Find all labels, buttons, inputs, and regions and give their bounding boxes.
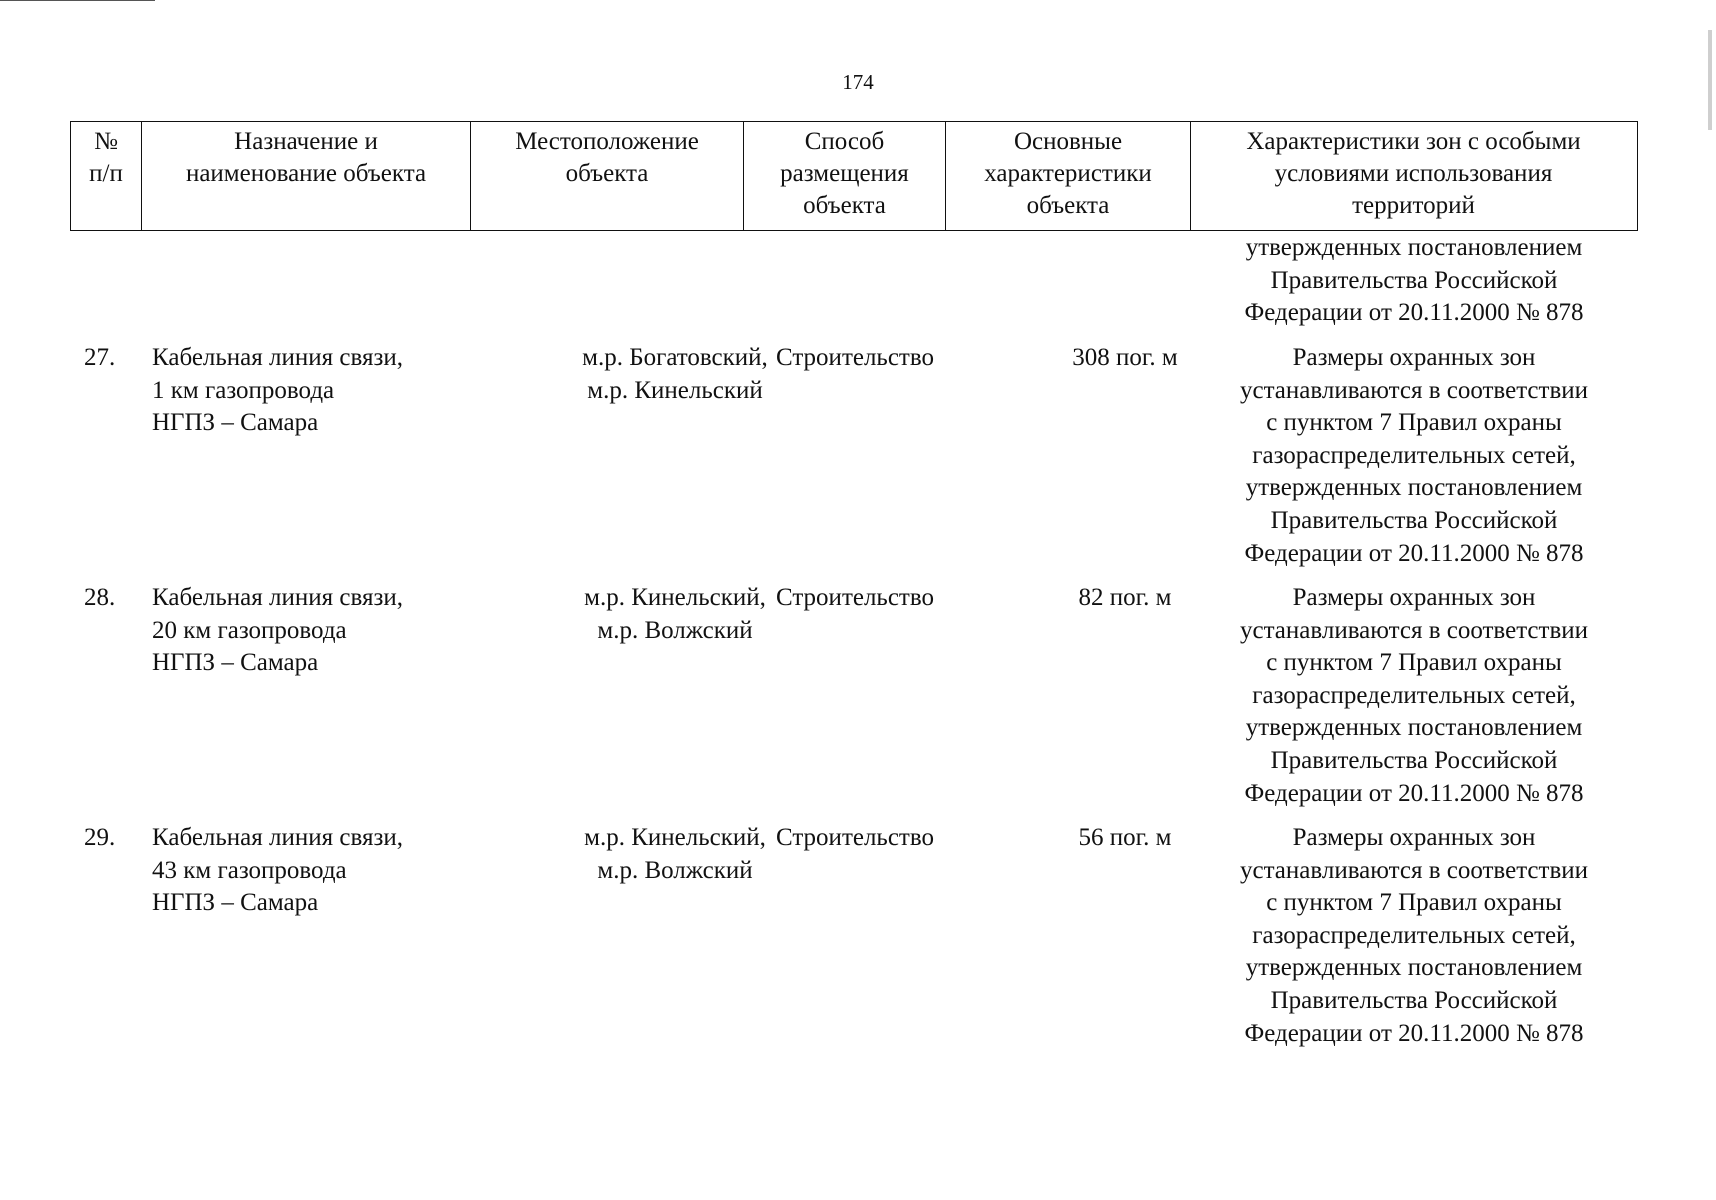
header-cell-purpose: Назначение и наименование объекта <box>142 122 471 230</box>
placement-method: Строительство <box>775 344 934 371</box>
placement-method: Строительство <box>775 824 934 851</box>
object-name: Кабельная линия связи, 1 км газопровода НГПЗ – Самара <box>152 344 403 437</box>
zone-characteristics: Размеры охранных зон устанавливаются в соответствии с пунктом 7 Правил охраны газораспределительных сетей, утвержденных постановлением Правительства Российской Федерации от 20.11.2000 № 878 <box>1239 584 1589 807</box>
header-cell-method: Способ размещения объекта <box>744 122 946 230</box>
row-number: 27. <box>84 344 116 371</box>
placement-method: Строительство <box>775 584 934 611</box>
page-number: 174 <box>842 70 874 94</box>
row-number: 29. <box>84 824 116 851</box>
header-cell-zone-characteristics: Характеристики зон с особыми условиями использования территорий <box>1246 128 1581 219</box>
object-location: м.р. Кинельский, м.р. Волжский <box>584 824 766 884</box>
table-header <box>70 121 1638 231</box>
table-row <box>70 822 1638 1052</box>
table-row <box>70 342 1638 572</box>
zone-characteristics: Размеры охранных зон устанавливаются в соответствии с пунктом 7 Правил охраны газораспределительных сетей, утвержденных постановлением Правительства Российской Федерации от 20.11.2000 № 878 <box>1239 344 1589 567</box>
table-row <box>70 582 1638 812</box>
header-cell-number: № п/п <box>71 122 142 230</box>
header-cell-location: Местоположение объекта <box>471 122 744 230</box>
object-name: Кабельная линия связи, 20 км газопровода НГПЗ – Самара <box>152 584 403 677</box>
main-characteristics: 82 пог. м <box>1078 584 1172 611</box>
zone-characteristics: Размеры охранных зон устанавливаются в соответствии с пунктом 7 Правил охраны газораспределительных сетей, утвержденных постановлением Правительства Российской Федерации от 20.11.2000 № 878 <box>1239 824 1589 1047</box>
row-number: 28. <box>84 584 116 611</box>
main-characteristics: 308 пог. м <box>1072 344 1178 371</box>
object-name: Кабельная линия связи, 43 км газопровода НГПЗ – Самара <box>152 824 403 917</box>
continuation-text: утвержденных постановлением Правительства Российской Федерации от 20.11.2000 № 878 <box>1244 234 1584 327</box>
scan-edge-line <box>0 0 155 1</box>
object-location: м.р. Богатовский, м.р. Кинельский <box>582 344 768 404</box>
object-location: м.р. Кинельский, м.р. Волжский <box>584 584 766 644</box>
main-characteristics: 56 пог. м <box>1078 824 1172 851</box>
header-cell-main-characteristics: Основные характеристики объекта <box>946 122 1191 230</box>
